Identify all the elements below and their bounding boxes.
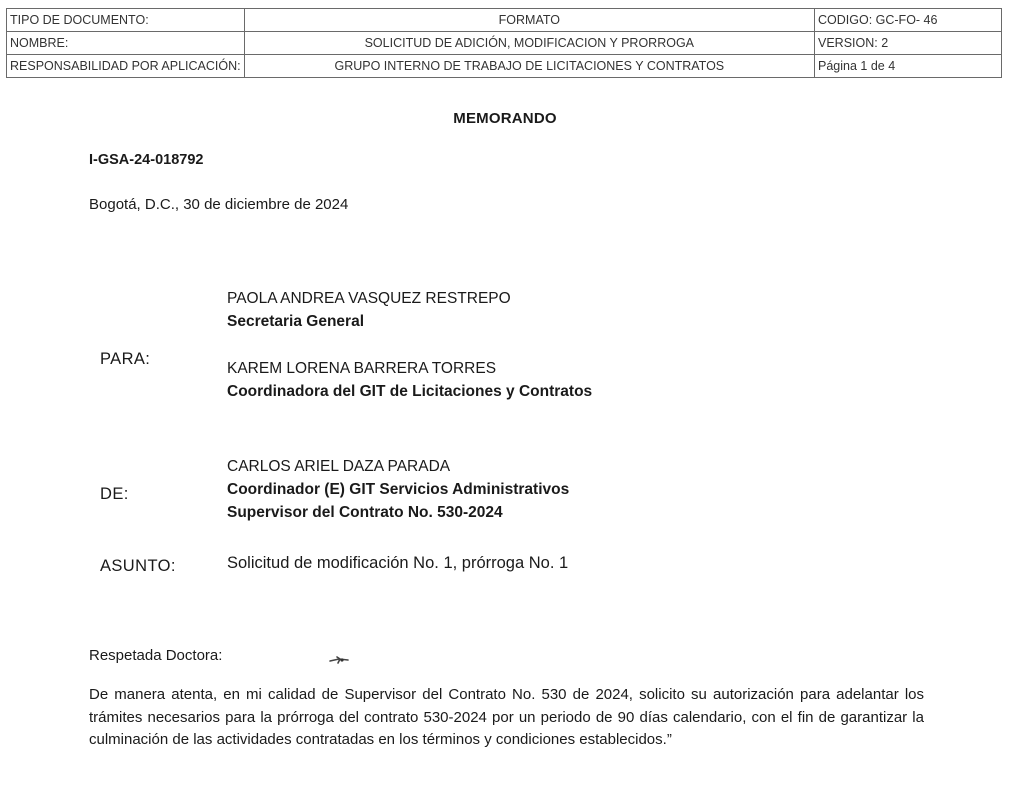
body-paragraph: De manera atenta, en mi calidad de Supervisor del Contrato No. 530 de 2024, solicito su autorización para adelantar los trámites necesarios para la prórroga del contrato 530-2024 por un periodo de 90 días calendario, con el fin de garantizar la culminación de las actividades contratadas en los términos y condiciones establecidos.”: [89, 686, 924, 748]
header-code: CODIGO: GC-FO- 46: [815, 9, 1002, 32]
header-name-label: NOMBRE:: [7, 32, 245, 55]
para-label: PARA:: [100, 350, 151, 368]
recipient-2-role: Coordinadora del GIT de Licitaciones y Contratos: [227, 383, 593, 400]
subject-text: Solicitud de modificación No. 1, prórroga No. 1: [227, 554, 569, 572]
sender: [227, 455, 569, 524]
header-row: [7, 32, 1002, 55]
de-label: DE:: [100, 485, 129, 503]
header-responsibility-value: GRUPO INTERNO DE TRABAJO DE LICITACIONES Y CONTRATOS: [244, 55, 814, 78]
asunto-label: ASUNTO:: [100, 557, 176, 575]
header-responsibility-label: RESPONSABILIDAD POR APLICACIÓN:: [7, 55, 245, 78]
sender-role-1: Coordinador (E) GIT Servicios Administrativos: [227, 481, 570, 498]
document-header-table: [6, 8, 1002, 78]
header-doc-type-value: FORMATO: [244, 9, 814, 32]
recipient-1: [227, 287, 511, 333]
salutation: Respetada Doctora:: [89, 647, 223, 664]
header-version: VERSION: 2: [815, 32, 1002, 55]
sender-name: CARLOS ARIEL DAZA PARADA: [227, 458, 451, 475]
recipient-2-name: KAREM LORENA BARRERA TORRES: [227, 360, 497, 377]
recipient-2: [227, 357, 592, 403]
memo-reference: I-GSA-24-018792: [89, 152, 204, 168]
recipient-1-role: Secretaria General: [227, 313, 365, 330]
header-name-value: SOLICITUD DE ADICIÓN, MODIFICACION Y PRORROGA: [244, 32, 814, 55]
header-row: [7, 9, 1002, 32]
header-doc-type-label: TIPO DE DOCUMENTO:: [7, 9, 245, 32]
header-page-number: Página 1 de 4: [815, 55, 1002, 78]
header-row: [7, 55, 1002, 78]
memo-date: Bogotá, D.C., 30 de diciembre de 2024: [89, 196, 349, 213]
recipient-1-name: PAOLA ANDREA VASQUEZ RESTREPO: [227, 290, 511, 307]
memo-title: MEMORANDO: [453, 110, 557, 127]
ink-mark: [328, 654, 352, 666]
sender-role-2: Supervisor del Contrato No. 530-2024: [227, 504, 503, 521]
